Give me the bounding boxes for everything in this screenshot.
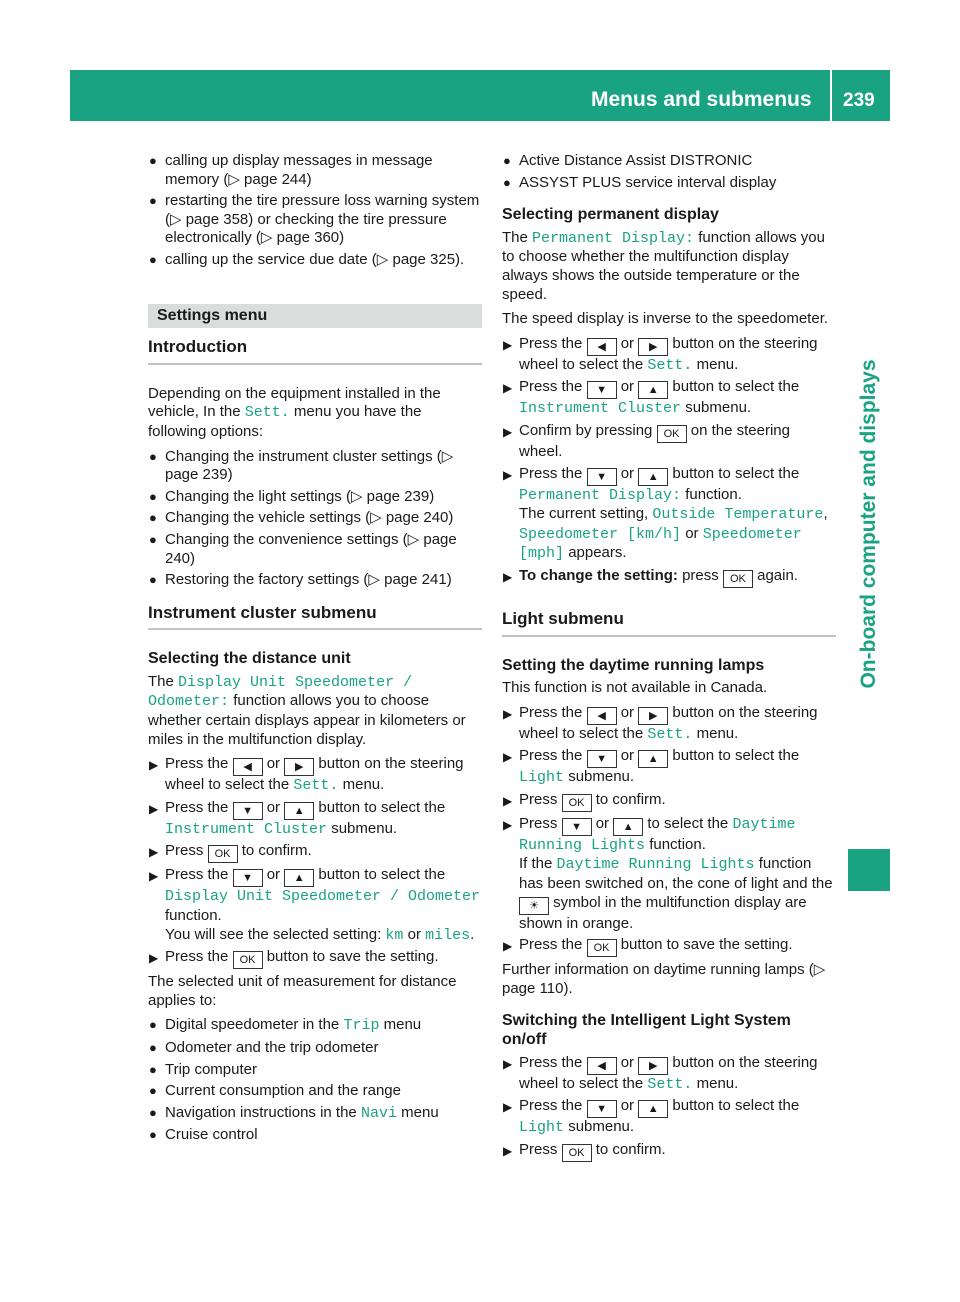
list-item: ● Restoring the factory settings (▷ page 241)	[149, 571, 452, 589]
light-submenu-heading: Light submenu	[502, 610, 836, 637]
right-column	[502, 152, 836, 1165]
arrow-up-icon: ▲	[284, 869, 314, 887]
list-item: ● calling up the service due date (▷ page 325).	[149, 250, 465, 268]
intelligent-light-heading: Switching the Intelligent Light System on/off	[502, 1012, 791, 1049]
arrow-up-icon: ▲	[638, 1100, 668, 1118]
list-item: ● Cruise control	[149, 1126, 258, 1144]
list-item: ● Changing the vehicle settings (▷ page 240)	[149, 509, 454, 527]
side-tab-label: On-board computer and displays	[857, 359, 880, 689]
arrow-up-icon: ▲	[638, 750, 668, 768]
list-item: ● Changing the light settings (▷ page 239)	[149, 487, 435, 505]
speed-paragraph: The speed display is inverse to the speedometer.	[502, 310, 829, 328]
left-column	[148, 152, 482, 1148]
instruction-step: ▶ Confirm by pressing OK on the steering wheel.	[503, 421, 790, 460]
arrow-down-icon: ▼	[587, 750, 617, 768]
instruction-step: ▶ To change the setting: press OK again.	[502, 567, 836, 588]
arrow-right-icon: ▶	[638, 707, 668, 725]
arrow-down-icon: ▼	[587, 468, 617, 486]
sun-icon: ☀	[519, 897, 549, 915]
intro-paragraph: Depending on the equipment installed in the vehicle, In the Sett. menu you have the following options:	[148, 384, 441, 440]
ok-button-icon: OK	[208, 845, 238, 863]
list-item: ● ASSYST PLUS service interval display	[503, 173, 777, 191]
instruction-step: ▶ Press the ▼ or ▲ button to select the Light submenu.	[503, 747, 800, 787]
ok-button-icon: OK	[233, 951, 263, 969]
list-item: ● restarting the tire pressure loss warning system (▷ page 358) or checking the tire pressure electronically (▷ page 360)	[149, 192, 480, 247]
not-available-paragraph: This function is not available in Canada.	[502, 679, 768, 697]
introduction-heading: Introduction	[148, 338, 482, 365]
instruction-step: ▶ Press the ▼ or ▲ button to select the Permanent Display: function. The current setting, Outside Temperature, Speedometer [km/h] or Speedometer [mph] appears.	[503, 464, 828, 563]
arrow-right-icon: ▶	[638, 338, 668, 356]
section-title: Menus and submenus	[591, 88, 812, 111]
instruction-step: ▶ Press the ◀ or ▶ button on the steering wheel to select the Sett. menu.	[149, 755, 464, 795]
permanent-display-heading: Selecting permanent display	[502, 206, 719, 224]
arrow-right-icon: ▶	[638, 1057, 668, 1075]
list-item: ● Odometer and the trip odometer	[149, 1039, 379, 1056]
settings-menu-heading: Settings menu	[148, 304, 482, 329]
arrow-up-icon: ▲	[613, 818, 643, 836]
arrow-up-icon: ▲	[638, 468, 668, 486]
instruction-step: ▶ Press the ▼ or ▲ button to select the Instrument Cluster submenu.	[503, 378, 800, 418]
header-divider	[830, 70, 832, 121]
instruction-step: ▶ Press the ◀ or ▶ button on the steering wheel to select the Sett. menu.	[503, 1053, 818, 1093]
arrow-down-icon: ▼	[233, 802, 263, 820]
instruction-step: ▶ Press OK to confirm.	[502, 1141, 836, 1162]
ok-button-icon: OK	[562, 794, 592, 812]
instrument-cluster-heading: Instrument cluster submenu	[148, 604, 482, 631]
arrow-left-icon: ◀	[587, 338, 617, 356]
arrow-left-icon: ◀	[233, 758, 263, 776]
arrow-up-icon: ▲	[284, 802, 314, 820]
instruction-step: ▶ Press the ◀ or ▶ button on the steering wheel to select the Sett. menu.	[503, 703, 818, 743]
arrow-left-icon: ◀	[587, 1057, 617, 1075]
distance-unit-heading: Selecting the distance unit	[148, 650, 351, 668]
side-tab-block	[848, 849, 890, 891]
arrow-down-icon: ▼	[233, 869, 263, 887]
instruction-step: ▶ Press OK to confirm.	[502, 791, 836, 812]
list-item: ● Changing the instrument cluster settings (▷ page 239)	[149, 447, 454, 484]
arrow-down-icon: ▼	[562, 818, 592, 836]
arrow-down-icon: ▼	[587, 381, 617, 399]
daytime-heading: Setting the daytime running lamps	[502, 656, 765, 674]
arrow-down-icon: ▼	[587, 1100, 617, 1118]
list-item: ● Changing the convenience settings (▷ page 240)	[149, 530, 457, 567]
permanent-paragraph: The Permanent Display: function allows you to choose whether the multifunction display always shows the outside temperature or the speed.	[502, 228, 825, 303]
applies-paragraph: The selected unit of measurement for distance applies to:	[148, 973, 457, 1009]
instruction-step: ▶ Press the ◀ or ▶ button on the steering wheel to select the Sett. menu.	[503, 334, 818, 374]
list-item: ● Current consumption and the range	[149, 1082, 401, 1100]
ok-button-icon: OK	[723, 570, 753, 588]
instruction-step: ▶ Press the ▼ or ▲ button to select the Light submenu.	[503, 1097, 800, 1137]
further-info-paragraph: Further information on daytime running lamps (▷ page 110).	[502, 961, 826, 997]
instruction-step: ▶ Press the ▼ or ▲ button to select the Instrument Cluster submenu.	[149, 798, 446, 838]
ok-button-icon: OK	[657, 425, 687, 443]
arrow-right-icon: ▶	[284, 758, 314, 776]
list-item: ● Digital speedometer in the Trip menu	[149, 1016, 422, 1035]
instruction-step: ▶ Press OK to confirm.	[148, 842, 482, 863]
list-item: ● calling up display messages in message memory (▷ page 244)	[149, 152, 433, 188]
page-number: 239	[843, 90, 875, 111]
list-item: ● Navigation instructions in the Navi menu	[149, 1103, 439, 1122]
instruction-step: ▶ Press the OK button to save the setting.	[148, 948, 482, 969]
list-item: ● Trip computer	[149, 1060, 257, 1078]
distance-paragraph: The Display Unit Speedometer / Odometer: function allows you to choose whether certain displays appear in kilometers or miles in the multifunction display.	[148, 672, 466, 748]
instruction-step: ▶ Press the ▼ or ▲ button to select the Display Unit Speedometer / Odometer function. You will see the selected setting: km or miles.	[149, 866, 481, 944]
arrow-up-icon: ▲	[638, 381, 668, 399]
list-item: ● Active Distance Assist DISTRONIC	[503, 152, 753, 169]
ok-button-icon: OK	[562, 1144, 592, 1162]
instruction-step: ▶ Press the OK button to save the setting.	[502, 936, 836, 957]
arrow-left-icon: ◀	[587, 707, 617, 725]
instruction-step: ▶ Press ▼ or ▲ to select the Daytime Running Lights function. If the Daytime Running Lights function has been switched on, the cone of light and the ☀ symbol in the multifunction display are shown in orange.	[503, 814, 833, 932]
ok-button-icon: OK	[587, 939, 617, 957]
